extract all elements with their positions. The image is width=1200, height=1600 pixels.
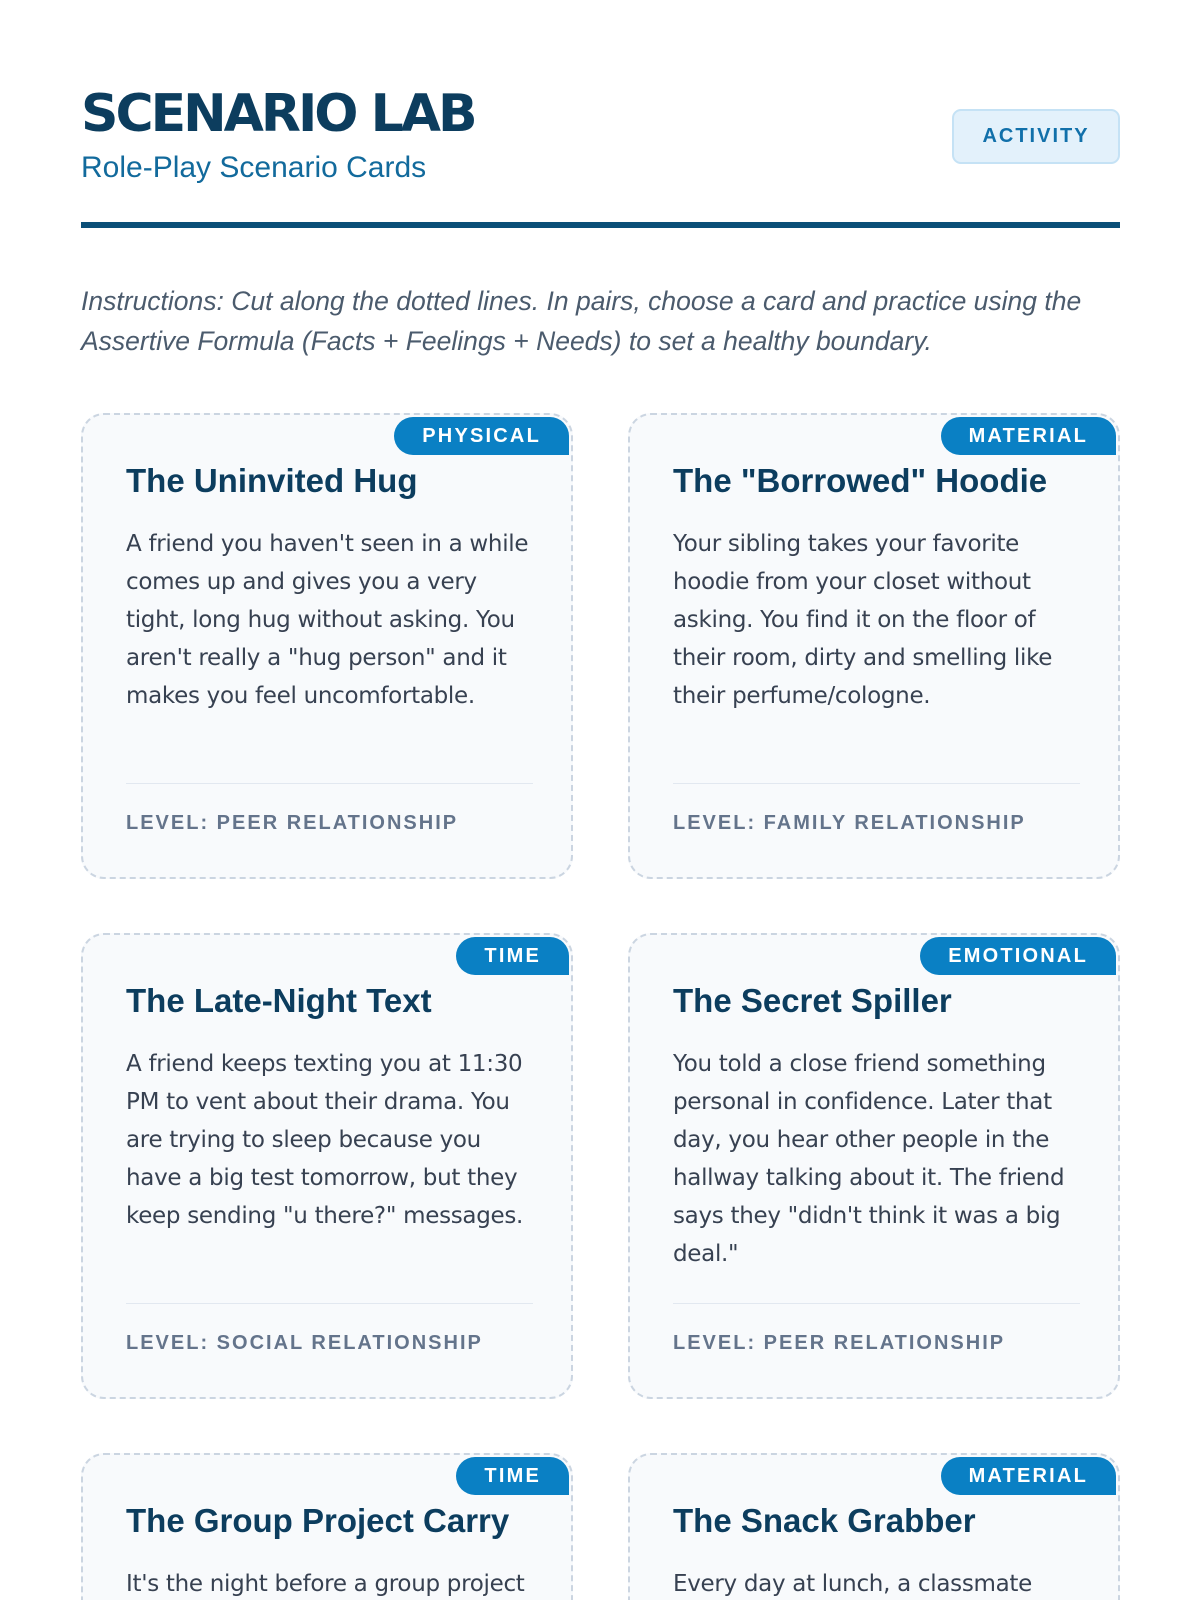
activity-badge: ACTIVITY [952, 109, 1120, 164]
card-category-tag: TIME [456, 937, 569, 975]
card-level: LEVEL: SOCIAL RELATIONSHIP [126, 1332, 483, 1354]
card-title: The Late-Night Text [126, 982, 432, 1019]
scenario-card [81, 413, 573, 879]
card-description: A friend you haven't seen in a while comes up and gives you a very tight, long hug without asking. You aren't really a "hug person" and it makes you feel uncomfortable. [126, 531, 529, 709]
scenario-card [628, 933, 1120, 1399]
card-category-tag: MATERIAL [941, 1457, 1116, 1495]
card-description: Your sibling takes your favorite hoodie from your closet without asking. You find it on the floor of their room, dirty and smelling like their perfume/cologne. [673, 531, 1053, 709]
scenario-card [81, 933, 573, 1399]
scenario-card-grid [81, 413, 1120, 1600]
card-description: You told a close friend something personal in confidence. Later that day, you hear other people in the hallway talking about it. The friend says they "didn't think it was a big deal." [673, 1051, 1065, 1267]
card-category-tag: TIME [456, 1457, 569, 1495]
card-title: The Snack Grabber [673, 1502, 976, 1539]
page-title: SCENARIO LAB [81, 84, 475, 144]
card-title: The "Borrowed" Hoodie [673, 462, 1048, 499]
card-title: The Group Project Carry [126, 1502, 510, 1539]
card-description: It's the night before a group project [126, 1571, 525, 1597]
card-divider [673, 1303, 1080, 1304]
card-level: LEVEL: FAMILY RELATIONSHIP [673, 812, 1026, 834]
page-header [81, 84, 1120, 228]
page-subtitle: Role-Play Scenario Cards [81, 151, 427, 184]
card-title: The Uninvited Hug [126, 462, 418, 499]
card-category-tag: MATERIAL [941, 417, 1116, 455]
card-description: A friend keeps texting you at 11:30 PM to vent about their drama. You are trying to sleep because you have a big test tomorrow, but they keep sending "u there?" messages. [126, 1051, 524, 1229]
card-divider [126, 1303, 533, 1304]
card-divider [673, 783, 1080, 784]
card-category-tag: PHYSICAL [394, 417, 569, 455]
scenario-card [628, 1453, 1120, 1600]
card-description: Every day at lunch, a classmate [673, 1571, 1032, 1597]
card-category-tag: EMOTIONAL [920, 937, 1116, 975]
card-title: The Secret Spiller [673, 982, 952, 1019]
card-level: LEVEL: PEER RELATIONSHIP [126, 812, 459, 834]
scenario-card [628, 413, 1120, 879]
card-level: LEVEL: PEER RELATIONSHIP [673, 1332, 1006, 1354]
instructions-text: Instructions: Cut along the dotted lines. In pairs, choose a card and practice using the Assertive Formula (Facts + Feelings + Needs) to set a healthy boundary. [81, 286, 1082, 356]
card-divider [126, 783, 533, 784]
scenario-card [81, 1453, 573, 1600]
